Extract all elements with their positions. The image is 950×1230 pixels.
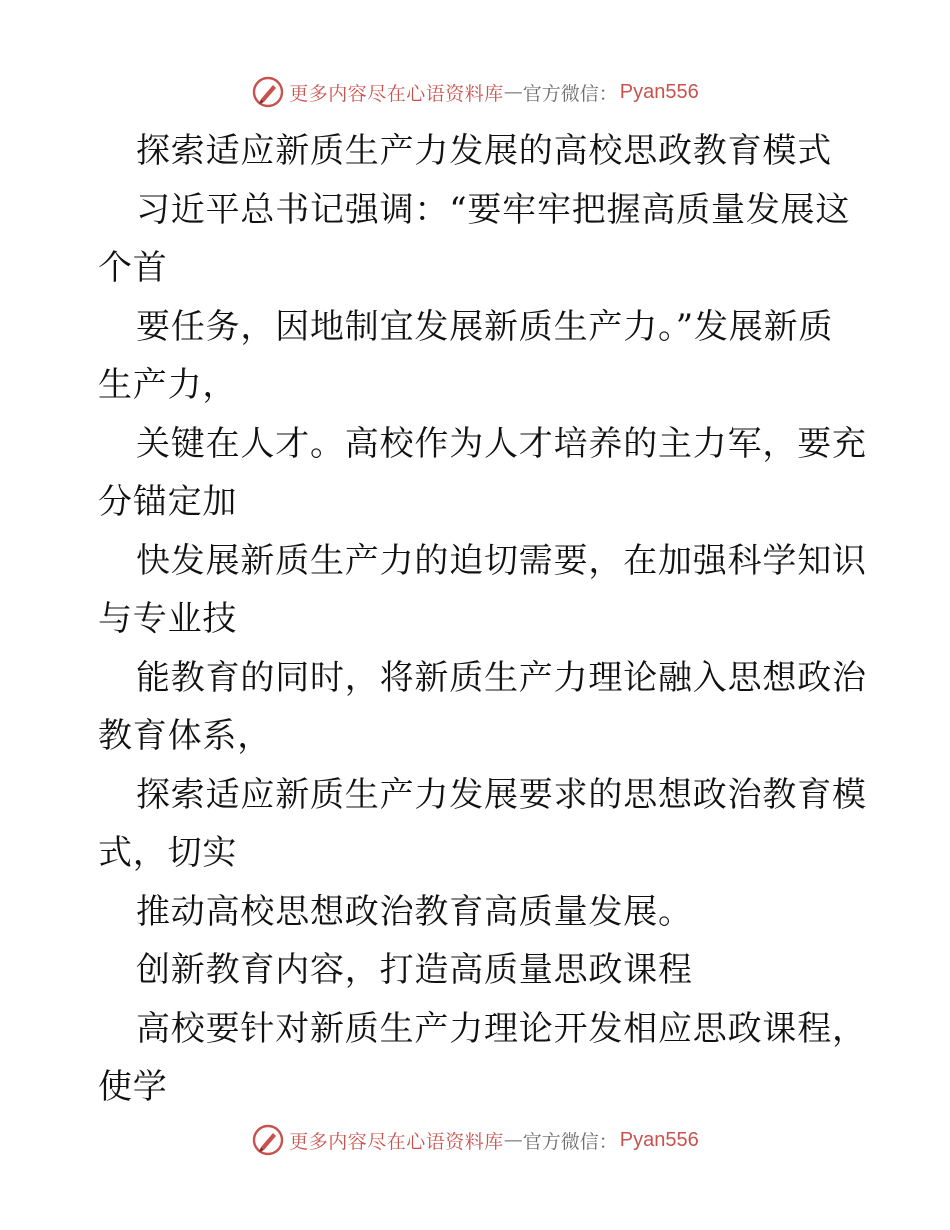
header-brand-text: 更多内容尽在心语资料库 [289, 82, 504, 105]
document-body [98, 122, 867, 1117]
doc-line: 高校要针对新质生产力理论开发相应思政课程， [136, 1008, 867, 1049]
page-footer [0, 1118, 950, 1162]
doc-line: 快发展新质生产力的迫切需要，在加强科学知识 [136, 540, 867, 581]
doc-title: 探索适应新质生产力发展的高校思政教育模式 [136, 131, 832, 171]
doc-line: 关键在人才。高校作为人才培养的主力军，要充 [136, 423, 867, 464]
footer-wechat-label: 官方微信： [522, 1130, 618, 1153]
footer-wechat-id: Pyan556 [619, 1128, 699, 1151]
doc-line: 式，切实 [98, 833, 238, 873]
footer-separator: — [503, 1129, 523, 1151]
doc-line: 与专业技 [98, 599, 238, 639]
doc-line: 推动高校思想政治教育高质量发展。 [136, 891, 693, 932]
footer-brand-text: 更多内容尽在心语资料库 [289, 1130, 504, 1153]
doc-line: 个首 [98, 248, 168, 288]
doc-section-heading: 创新教育内容，打造高质量思政课程 [136, 950, 693, 990]
header-wechat-id: Pyan556 [619, 80, 699, 103]
header-wechat-label: 官方微信： [522, 82, 618, 105]
doc-line: 教育体系， [98, 716, 272, 756]
doc-line: 习近平总书记强调：“要牢牢把握高质量发展这 [136, 189, 851, 230]
doc-line: 探索适应新质生产力发展要求的思想政治教育模 [136, 774, 867, 815]
doc-line: 能教育的同时，将新质生产力理论融入思想政治 [136, 657, 867, 698]
doc-line: 分锚定加 [98, 482, 238, 522]
page-header [0, 70, 950, 114]
pen-logo-icon [251, 1123, 285, 1157]
pen-logo-icon [251, 75, 285, 109]
header-separator: — [503, 81, 523, 103]
doc-line: 生产力， [98, 365, 238, 405]
doc-line: 使学 [98, 1067, 168, 1107]
doc-line: 要任务，因地制宜发展新质生产力。”发展新质 [136, 306, 834, 347]
